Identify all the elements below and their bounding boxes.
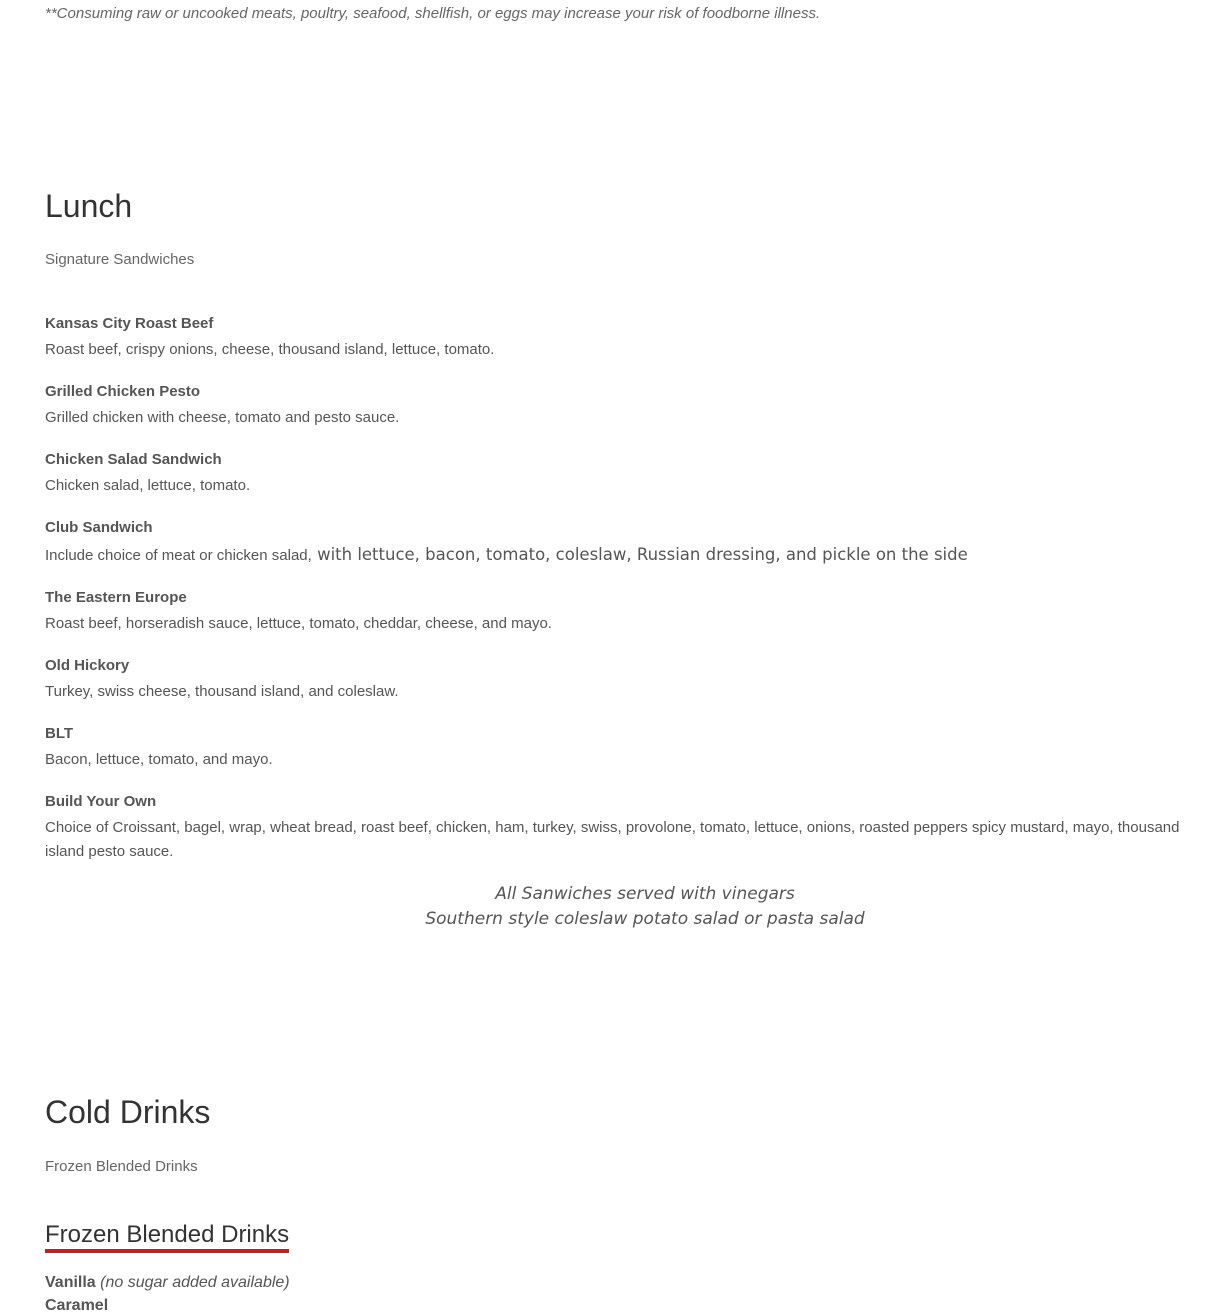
list-item	[45, 588, 1195, 636]
sides-note	[45, 882, 1210, 932]
menu-item-name: Kansas City Roast Beef	[45, 315, 214, 332]
menu-item-description: Roast beef, horseradish sauce, lettuce, tomato, cheddar, cheese, and mayo.	[45, 615, 552, 632]
menu-item-description: Bacon, lettuce, tomato, and mayo.	[45, 751, 273, 768]
menu-item-description: Chicken salad, lettuce, tomato.	[45, 477, 251, 494]
list-item	[45, 656, 1195, 704]
list-item	[45, 518, 1195, 568]
menu-item-name: Old Hickory	[45, 657, 130, 674]
menu-item-name: Grilled Chicken Pesto	[45, 383, 201, 400]
menu-item-description: Grilled chicken with cheese, tomato and pesto sauce.	[45, 409, 400, 426]
menu-item-description: Turkey, swiss cheese, thousand island, and coleslaw.	[45, 683, 399, 700]
menu-item-name: BLT	[45, 725, 74, 742]
list-item	[45, 382, 1195, 430]
drink-note: (no sugar added available)	[100, 1274, 290, 1291]
list-item	[45, 792, 1195, 864]
menu-item-description: Choice of Croissant, bagel, wrap, wheat bread, roast beef, chicken, ham, turkey, swiss, provolone, tomato, lettuce, onions, roasted peppers spicy mustard, mayo, thousand island pesto sauce.	[45, 819, 1180, 860]
cold-drinks-section-title: Cold Drinks	[45, 1094, 211, 1130]
menu-item-description	[45, 542, 1195, 568]
list-item	[45, 1297, 108, 1315]
menu-item-name: Build Your Own	[45, 793, 157, 810]
list-item	[45, 724, 1195, 772]
drink-name: Caramel	[45, 1297, 109, 1314]
list-item	[45, 450, 1195, 498]
menu-item-name: The Eastern Europe	[45, 589, 187, 606]
list-item	[45, 1274, 290, 1292]
sandwich-menu-list	[45, 314, 1195, 884]
drink-name: Vanilla	[45, 1274, 96, 1291]
list-item	[45, 314, 1195, 362]
menu-item-name: Club Sandwich	[45, 519, 153, 536]
lunch-section-subtitle: Signature Sandwiches	[45, 251, 195, 268]
menu-item-name: Chicken Salad Sandwich	[45, 451, 222, 468]
cold-drinks-section-subtitle: Frozen Blended Drinks	[45, 1158, 198, 1175]
menu-item-description: Roast beef, crispy onions, cheese, thousand island, lettuce, tomato.	[45, 341, 495, 358]
tab-frozen-blended-drinks[interactable]: Frozen Blended Drinks	[45, 1221, 289, 1253]
lunch-section-title: Lunch	[45, 188, 133, 224]
sides-note-line-2: Southern style coleslaw potato salad or pasta salad	[425, 909, 865, 929]
menu-item-description-extra: with lettuce, bacon, tomato, coleslaw, Russian dressing, and pickle on the side	[311, 545, 968, 564]
menu-item-description-main: Include choice of meat or chicken salad,	[45, 547, 312, 564]
foodborne-illness-disclaimer: **Consuming raw or uncooked meats, poultry, seafood, shellfish, or eggs may increase your risk of foodborne illness.	[45, 5, 821, 22]
sides-note-line-1: All Sanwiches served with vinegars	[495, 884, 795, 904]
